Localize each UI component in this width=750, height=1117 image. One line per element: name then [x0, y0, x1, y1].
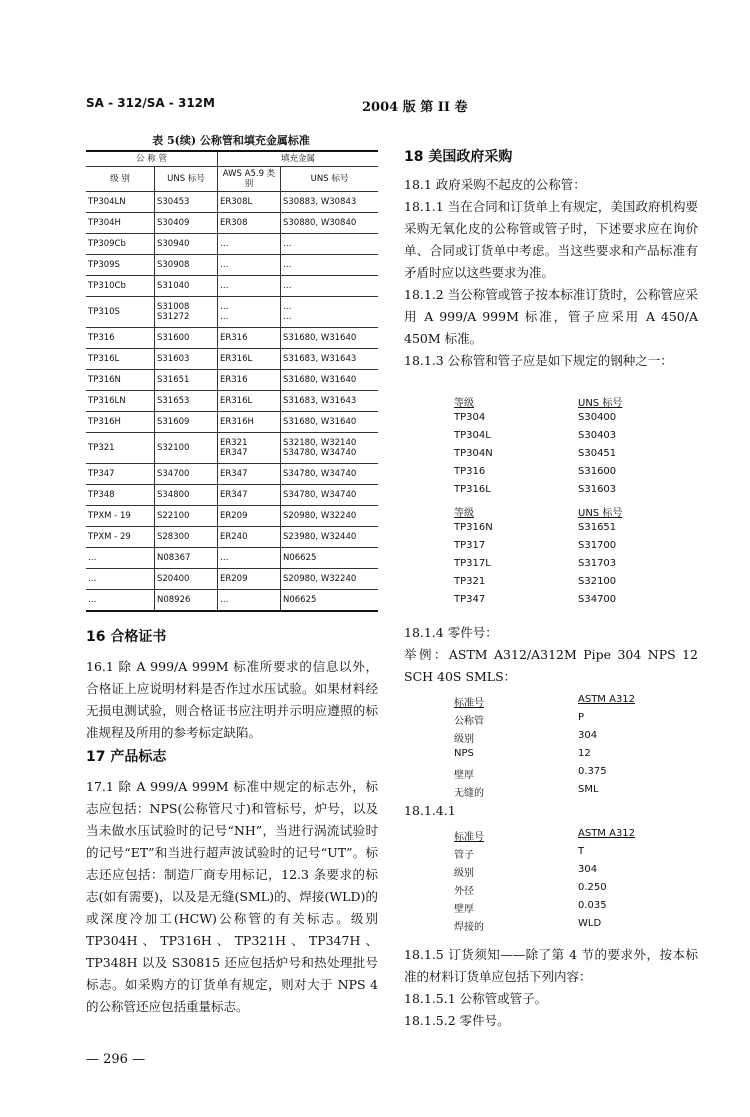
table-cell: TP304H	[86, 213, 155, 234]
list-value: S31600	[578, 466, 617, 477]
list-key: TP321	[454, 576, 486, 587]
list-item	[454, 540, 622, 558]
para-18-1-2: 18.1.2 当公称管或管子按本标准订货时，公称管应采用 A 999/A 999M 标准，管子应采用 A 450/A 450M 标准。	[404, 287, 698, 346]
table-row	[86, 433, 378, 464]
table-cell: ER347	[218, 485, 281, 506]
list-item	[454, 430, 622, 448]
list-key: 焊接的	[454, 922, 484, 933]
table-cell: …	[218, 255, 281, 276]
table-cell: TPXM - 19	[86, 506, 155, 527]
para-18-1-1: 18.1.1 当在合同和订货单上有规定，美国政府机构要采购无氧化皮的公称管或管子时，下述要求应在询价单、合同或订货单中考虑。当这些要求和产品标准有矛盾时应以这些要求为准。	[404, 199, 698, 280]
table-cell: …	[281, 255, 379, 276]
para-18-1: 18.1 政府采购不起皮的公称管：	[404, 177, 586, 192]
table-cell: S31040	[155, 276, 218, 297]
table-cell: S31008 S31272	[155, 297, 218, 328]
list-key: 管子	[454, 850, 474, 861]
list-value: S30400	[578, 412, 617, 423]
list-key: 级别	[454, 868, 474, 879]
table-row	[86, 297, 378, 328]
list-value: P	[578, 712, 585, 723]
list-key: TP316	[454, 466, 486, 477]
table-cell: S34780, W34740	[281, 485, 379, 506]
table-cell: …	[86, 569, 155, 590]
list-key: 外径	[454, 886, 474, 897]
list-header-cell: 标准号	[454, 832, 484, 843]
list-item	[454, 730, 635, 748]
group-header-filler: 填充金属	[218, 151, 379, 167]
list-header-cell: 等级	[454, 508, 474, 519]
list-header-cell: 等级	[454, 398, 474, 409]
col-header-aws: AWS A5.9 类别	[218, 167, 281, 192]
table-cell: ER316	[218, 370, 281, 391]
para-18-1-4-1: 18.1.4.1	[404, 803, 456, 818]
table-cell: S20980, W32240	[281, 569, 379, 590]
list-item	[454, 864, 635, 882]
list-item	[454, 558, 622, 576]
table-cell: S34780, W34740	[281, 464, 379, 485]
table-cell: S32180, W32140 S34780, W34740	[281, 433, 379, 464]
table-cell: ER316L	[218, 391, 281, 412]
list-item	[454, 882, 635, 900]
section-16-title: 16 合格证书	[86, 629, 167, 645]
table-cell: ER316L	[218, 349, 281, 370]
section-18-title: 18 美国政府采购	[404, 149, 513, 165]
table-row	[86, 548, 378, 569]
list-header-cell: UNS 标号	[578, 508, 623, 519]
table-row	[86, 213, 378, 234]
table-row	[86, 349, 378, 370]
list-header-cell: ASTM A312	[578, 694, 636, 705]
table-row	[86, 485, 378, 506]
table-cell: S30409	[155, 213, 218, 234]
table-cell: S31653	[155, 391, 218, 412]
section-17-text: 17.1 除 A 999/A 999M 标准中规定的标志外，标志应包括：NPS(公称管尺寸)和管标号，炉号，以及当未做水压试验时的记号“NH”，当进行涡流试验时的记号“ET”和当进行超声波试验时的记号“UT”。标志还应包括：制造厂商专用标记，12.3 条要求的标志(如有需要)，以及是无缝(SML)的、焊接(WLD)的或深度冷加工(HCW)公称管的有关标志。级别 TP304H、TP316H、TP321H、TP347H、TP348H 以及 S30815 还应包括炉号和热处理批号标志。如采购方的订货单有规定，则对大于 NPS 4 的公称管还应包括重量标志。	[86, 779, 378, 1014]
table-cell: TP348	[86, 485, 155, 506]
table-cell: TP316H	[86, 412, 155, 433]
table-cell: ER347	[218, 464, 281, 485]
list-item	[454, 466, 622, 484]
example-2-list	[454, 828, 635, 936]
table-cell: S30908	[155, 255, 218, 276]
list-value: S31700	[578, 540, 617, 551]
list-key: 壁厚	[454, 904, 474, 915]
table-cell: TPXM - 29	[86, 527, 155, 548]
table-cell: … …	[281, 297, 379, 328]
table-cell: ER308	[218, 213, 281, 234]
list-value: S34700	[578, 594, 617, 605]
table-cell: TP310S	[86, 297, 155, 328]
table-cell: …	[86, 548, 155, 569]
table-row	[86, 234, 378, 255]
list-item	[454, 918, 635, 936]
list-key: TP304	[454, 412, 486, 423]
list-value: 304	[578, 864, 598, 875]
table-row	[86, 464, 378, 485]
list-key: NPS	[454, 748, 474, 759]
list-key: 壁厚	[454, 770, 474, 781]
table-row	[86, 276, 378, 297]
group-header-pipe: 公 称 管	[86, 151, 218, 167]
table-cell: TP321	[86, 433, 155, 464]
list-header	[454, 394, 622, 412]
list-header	[454, 828, 635, 846]
list-value: 0.250	[578, 882, 607, 893]
table-cell: S31609	[155, 412, 218, 433]
table-cell: TP309Cb	[86, 234, 155, 255]
table-cell: S30940	[155, 234, 218, 255]
para-18-1-3: 18.1.3 公称管和管子应是如下规定的钢种之一：	[404, 353, 673, 368]
table-cell: N06625	[281, 590, 379, 612]
table-cell: TP310Cb	[86, 276, 155, 297]
list-key: 无缝的	[454, 788, 484, 799]
section-17-title: 17 产品标志	[86, 749, 167, 765]
table-cell: N08367	[155, 548, 218, 569]
table-cell: TP316	[86, 328, 155, 349]
table-row	[86, 412, 378, 433]
list-key: TP304L	[454, 430, 491, 441]
list-key: TP317L	[454, 558, 491, 569]
table-cell: S30883, W30843	[281, 192, 379, 213]
list-value: 0.035	[578, 900, 607, 911]
list-header-cell: 标准号	[454, 698, 484, 709]
list-value: S31603	[578, 484, 617, 495]
example-text: 举例：ASTM A312/A312M Pipe 304 NPS 12 SCH 40S SMLS：	[404, 647, 698, 684]
table-cell: …	[218, 234, 281, 255]
list-item	[454, 412, 622, 430]
table-cell: ER321 ER347	[218, 433, 281, 464]
table-cell: TP316L	[86, 349, 155, 370]
para-18-1-5-2: 18.1.5.2 零件号。	[404, 1013, 510, 1028]
list-header-cell: UNS 标号	[578, 398, 623, 409]
table-cell: S22100	[155, 506, 218, 527]
pipe-filler-table	[86, 150, 378, 612]
table-cell: …	[281, 276, 379, 297]
table-cell: S31651	[155, 370, 218, 391]
table-row	[86, 569, 378, 590]
list-key: TP304N	[454, 448, 493, 459]
para-18-1-4: 18.1.4 零件号：	[404, 625, 498, 640]
table-cell: S31600	[155, 328, 218, 349]
table-cell: S30880, W30840	[281, 213, 379, 234]
table-row	[86, 328, 378, 349]
table-cell: ER240	[218, 527, 281, 548]
table-cell: S30453	[155, 192, 218, 213]
list-value: S31651	[578, 522, 617, 533]
table-cell: S31603	[155, 349, 218, 370]
list-item	[454, 576, 622, 594]
table-cell: S31683, W31643	[281, 349, 379, 370]
list-value: WLD	[578, 918, 602, 929]
table-cell: …	[218, 590, 281, 612]
table-cell: S20400	[155, 569, 218, 590]
list-item	[454, 900, 635, 918]
table-caption: 表 5(续) 公称管和填充金属标准	[152, 134, 310, 147]
list-item	[454, 448, 622, 466]
table-cell: ER209	[218, 569, 281, 590]
table-cell: S34800	[155, 485, 218, 506]
list-value: S30403	[578, 430, 617, 441]
list-item	[454, 522, 622, 540]
list-header	[454, 694, 635, 712]
list-key: TP317	[454, 540, 486, 551]
list-header	[454, 504, 622, 522]
running-header-right: 2004 版 第 II 卷	[362, 100, 468, 115]
table-cell: ER308L	[218, 192, 281, 213]
table-cell: S31680, W31640	[281, 328, 379, 349]
list-item	[454, 712, 635, 730]
list-value: 12	[578, 748, 591, 759]
list-item	[454, 748, 635, 766]
list-key: TP347	[454, 594, 486, 605]
running-header-left: SA - 312/SA - 312M	[86, 96, 215, 110]
table-cell: S31680, W31640	[281, 370, 379, 391]
list-value: 0.375	[578, 766, 607, 777]
list-value: S32100	[578, 576, 617, 587]
table-cell: … …	[218, 297, 281, 328]
table-cell: TP316N	[86, 370, 155, 391]
table-cell: …	[218, 548, 281, 569]
table-cell: S31683, W31643	[281, 391, 379, 412]
list-item	[454, 484, 622, 502]
list-item	[454, 846, 635, 864]
table-row	[86, 506, 378, 527]
list-header-cell: ASTM A312	[578, 828, 636, 839]
list-key: TP316N	[454, 522, 493, 533]
table-row	[86, 527, 378, 548]
table-row	[86, 391, 378, 412]
table-cell: S20980, W32240	[281, 506, 379, 527]
table-cell: N06625	[281, 548, 379, 569]
table-row	[86, 590, 378, 612]
para-18-1-5: 18.1.5 订货须知——除了第 4 节的要求外，按本标准的材料订货单应包括下列内容：	[404, 947, 698, 984]
example-1-list	[454, 694, 635, 802]
col-header-grade: 级 别	[86, 167, 155, 192]
list-key: 公称管	[454, 716, 484, 727]
table-cell: ER316	[218, 328, 281, 349]
table-cell: S34700	[155, 464, 218, 485]
table-row	[86, 192, 378, 213]
list-item	[454, 766, 635, 784]
col-header-uns: UNS 标号	[155, 167, 218, 192]
list-key: TP316L	[454, 484, 491, 495]
table-cell: …	[281, 234, 379, 255]
table-row	[86, 370, 378, 391]
table-cell: TP347	[86, 464, 155, 485]
grades-list-2	[454, 504, 622, 612]
table-cell: TP304LN	[86, 192, 155, 213]
table-cell: N08926	[155, 590, 218, 612]
list-item	[454, 594, 622, 612]
table-row	[86, 255, 378, 276]
para-18-1-5-1: 18.1.5.1 公称管或管子。	[404, 991, 548, 1006]
list-value: 304	[578, 730, 598, 741]
list-value: SML	[578, 784, 599, 795]
page-number: — 296 —	[86, 1052, 146, 1067]
list-value: S30451	[578, 448, 617, 459]
list-value: T	[578, 846, 585, 857]
table-cell: ER316H	[218, 412, 281, 433]
table-cell: TP309S	[86, 255, 155, 276]
table-cell: S32100	[155, 433, 218, 464]
grades-list-1	[454, 394, 622, 502]
col-header-uns-filler: UNS 标号	[281, 167, 379, 192]
table-cell: TP316LN	[86, 391, 155, 412]
table-cell: S23980, W32440	[281, 527, 379, 548]
table-cell: ER209	[218, 506, 281, 527]
table-cell: …	[86, 590, 155, 612]
table-cell: S28300	[155, 527, 218, 548]
section-16-text: 16.1 除 A 999/A 999M 标准所要求的信息以外，合格证上应说明材料是否作过水压试验。如果材料经无损电测试验，则合格证书应注明并示明应遵照的标准规程及所用的参考标定缺陷。	[86, 659, 378, 740]
table-cell: …	[218, 276, 281, 297]
table-cell: S31680, W31640	[281, 412, 379, 433]
list-value: S31703	[578, 558, 617, 569]
list-key: 级别	[454, 734, 474, 745]
